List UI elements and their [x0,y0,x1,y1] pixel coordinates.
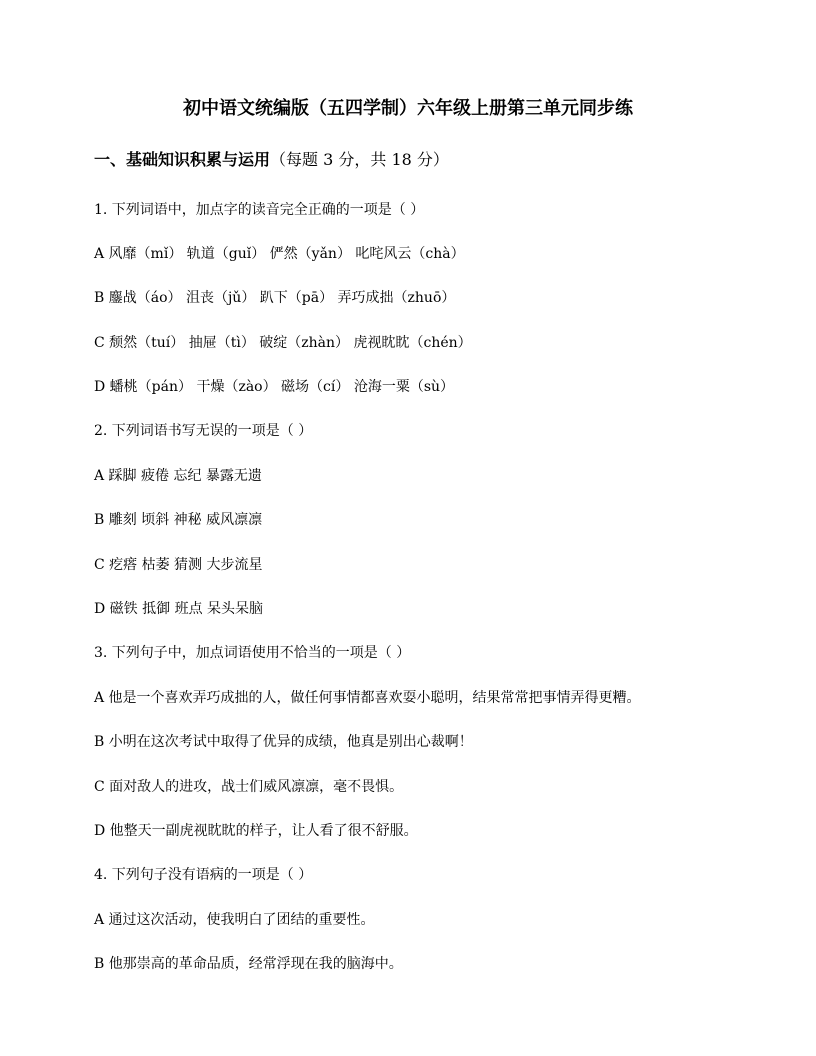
question-2-stem: 2. 下列词语书写无误的一项是（ ） [94,423,313,439]
question-1-stem: 1. 下列词语中，加点字的读音完全正确的一项是（ ） [94,202,425,218]
question-4-stem: 4. 下列句子没有语病的一项是（ ） [94,867,313,883]
question-1-option-b: B 鏖战（áo） 沮丧（jǔ） 趴下（pā） 弄巧成拙（zhuō） [94,290,456,306]
question-1-option-d: D 蟠桃（pán） 干燥（zào） 磁场（cí） 沧海一粟（sù） [94,379,455,395]
section-heading [94,148,449,172]
question-3-stem: 3. 下列句子中，加点词语使用不恰当的一项是（ ） [94,645,411,661]
question-4-option-b: B 他那崇高的革命品质，经常浮现在我的脑海中。 [94,956,403,972]
section-heading-title: 一、基础知识积累与运用 [94,150,271,169]
section-heading-note: （每题 3 分，共 18 分） [270,150,449,169]
question-2-option-b: B 雕刻 顷斜 神秘 威风凛凛 [94,512,263,528]
question-3-option-b: B 小明在这次考试中取得了优异的成绩，他真是别出心裁啊！ [94,734,473,750]
question-1-option-c: C 颓然（tuí） 抽屉（tì） 破绽（zhàn） 虎视眈眈（chén） [94,335,472,351]
question-2-option-d: D 磁铁 抵御 班点 呆头呆脑 [94,601,264,617]
question-1-option-a: A 风靡（mǐ） 轨道（guǐ） 俨然（yǎn） 叱咤风云（chà） [94,246,465,262]
question-3-option-d: D 他整天一副虎视眈眈的样子，让人看了很不舒服。 [94,823,418,839]
question-2-option-a: A 踩脚 疲倦 忘纪 暴露无遗 [94,468,262,484]
question-3-option-c: C 面对敌人的进攻，战士们威风凛凛，毫不畏惧。 [94,779,404,795]
question-4-option-a: A 通过这次活动，使我明白了团结的重要性。 [94,912,375,928]
document-title: 初中语文统编版（五四学制）六年级上册第三单元同步练 [183,98,633,119]
question-3-option-a: A 他是一个喜欢弄巧成拙的人，做任何事情都喜欢耍小聪明，结果常常把事情弄得更糟。 [94,690,641,706]
question-2-option-c: C 疙瘩 枯萎 猜测 大步流星 [94,557,263,573]
